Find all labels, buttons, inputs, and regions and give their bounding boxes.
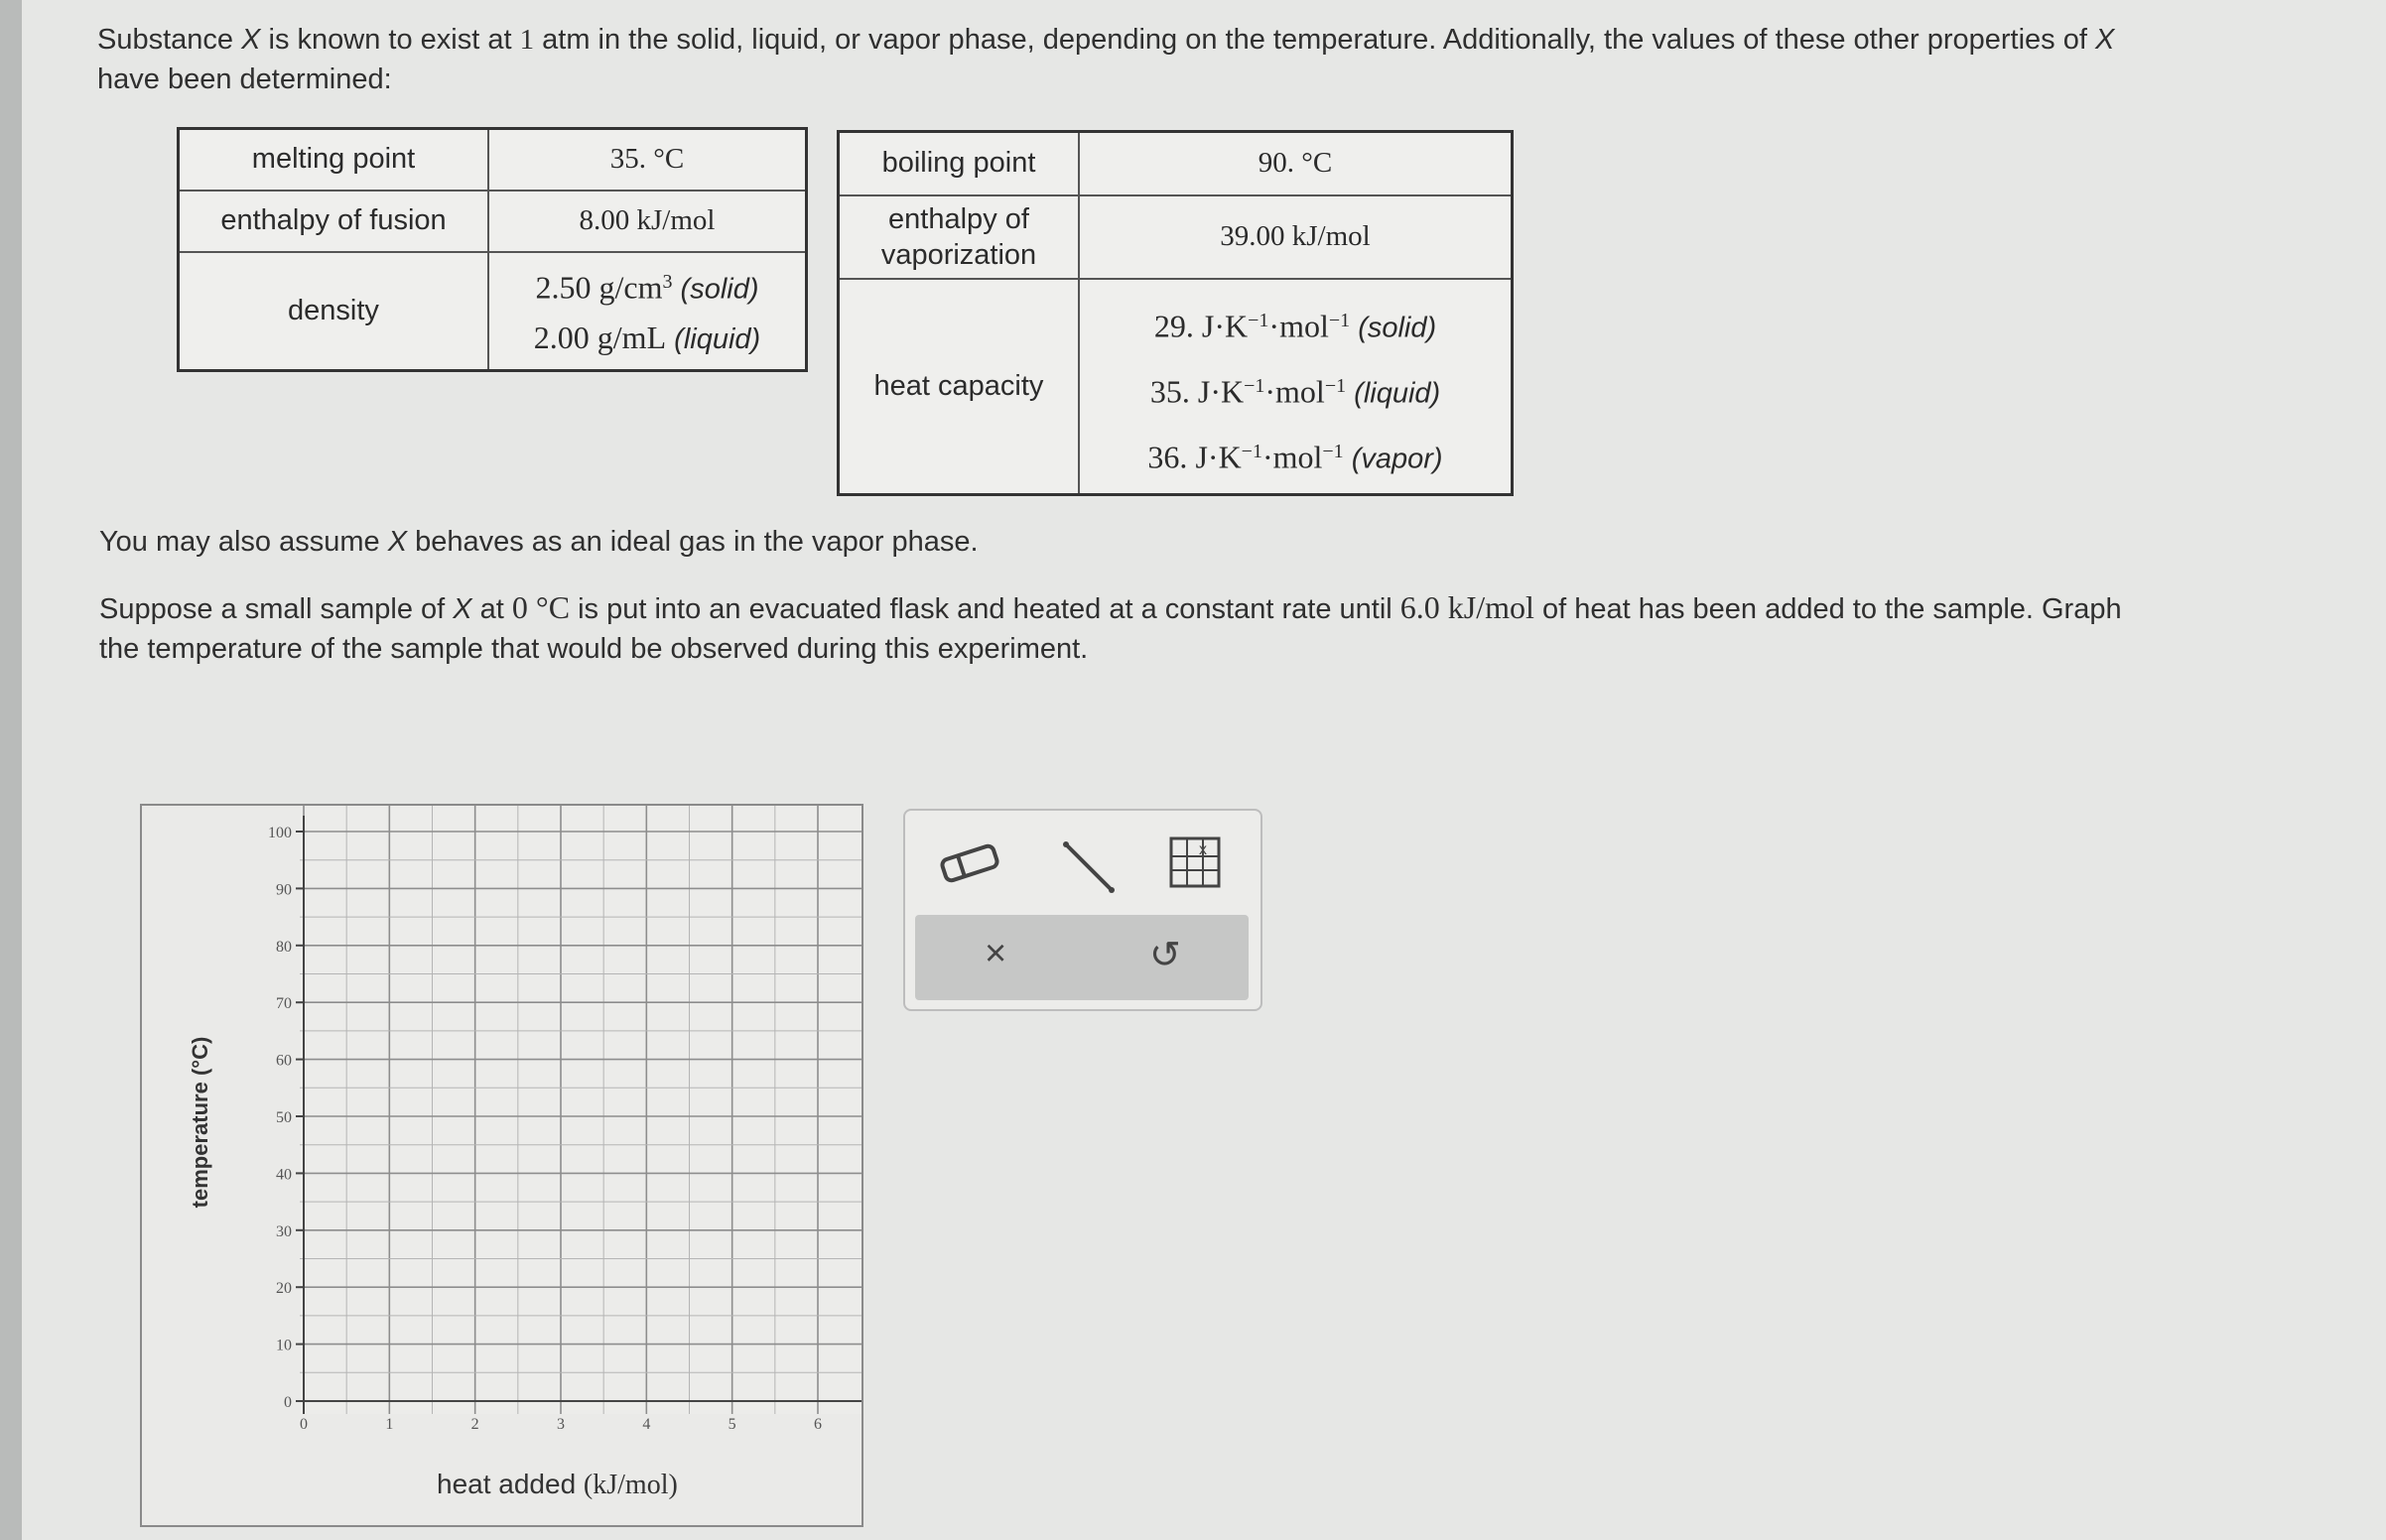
heat-capacity-values	[1079, 279, 1513, 495]
y-tick-label: 30	[276, 1222, 292, 1240]
svg-text:x: x	[1199, 841, 1207, 858]
x-tick-label: 6	[814, 1416, 822, 1433]
melting-point-label: melting point	[179, 129, 489, 191]
y-tick-label: 50	[276, 1109, 292, 1126]
enthalpy-vaporization-label: enthalpy of vaporization	[839, 195, 1080, 279]
properties-table-2	[837, 130, 1514, 496]
enthalpy-fusion-label: enthalpy of fusion	[179, 191, 489, 252]
y-tick-label: 0	[284, 1394, 292, 1411]
x-tick-label: 1	[385, 1416, 394, 1433]
x-tick-label: 5	[728, 1416, 736, 1433]
graph-toolbox	[903, 809, 1262, 1011]
y-tick-label: 70	[276, 995, 292, 1013]
y-tick-label: 60	[276, 1052, 292, 1070]
ideal-gas-assumption: You may also assume X behaves as an ideal gas in the vapor phase.	[99, 526, 979, 558]
melting-point-value: 35. °C	[488, 129, 807, 191]
x-axis-label: heat added (kJ/mol)	[437, 1469, 678, 1500]
properties-table-1	[177, 127, 808, 372]
heat-capacity-vapor: 36. $J\cdot K^{-1}\cdot mol^{-1}$ (vapor)	[1147, 439, 1443, 475]
x-tick-label: 0	[300, 1416, 308, 1433]
boiling-point-label: boiling point	[839, 132, 1080, 195]
boiling-point-value: 90. °C	[1079, 132, 1513, 195]
undo-button[interactable]: ↺	[1149, 935, 1181, 976]
heat-capacity-liquid: 35. $J\cdot K^{-1}\cdot mol^{-1}$ (liquid)	[1149, 373, 1441, 410]
enthalpy-fusion-value: 8.00 kJ/mol	[488, 191, 807, 252]
action-bar	[915, 915, 1249, 1000]
enthalpy-vaporization-value: 39.00 kJ/mol	[1079, 195, 1513, 279]
density-value: 2.50 $g/cm^3$ (solid) 2.00 g/mL (liquid)	[488, 252, 807, 371]
x-tick-label: 3	[557, 1416, 565, 1433]
y-tick-label: 40	[276, 1166, 292, 1184]
problem-statement: Suppose a small sample of X at 0 °C is put into an evacuated flask and heated at a constant rate until 6.0 kJ/mol of heat has been added to the sample. Graph the temperature of the sample that would be observed during this experiment.	[99, 589, 2122, 665]
heat-capacity-label: heat capacity	[839, 279, 1080, 495]
clear-button[interactable]: ×	[985, 933, 1007, 974]
grid-select-icon[interactable]	[1165, 833, 1225, 892]
y-tick-label: 80	[276, 938, 292, 956]
x-tick-label: 2	[470, 1416, 479, 1433]
y-tick-label: 20	[276, 1280, 292, 1298]
y-tick-label: 90	[276, 881, 292, 899]
x-tick-label: 4	[642, 1416, 651, 1433]
y-tick-label: 10	[276, 1337, 292, 1354]
eraser-icon[interactable]	[935, 838, 1004, 888]
graph-panel	[140, 804, 863, 1527]
y-tick-label: 100	[268, 825, 292, 841]
intro-text: Substance X is known to exist at 1 atm in the solid, liquid, or vapor phase, depending on the temperature. Additionally, the values of these other properties of X have been determined:	[97, 24, 2115, 95]
left-edge-strip	[0, 0, 22, 1540]
density-label: density	[179, 252, 489, 371]
line-tool-icon[interactable]	[1054, 833, 1124, 902]
heat-capacity-solid: 29. $J\cdot K^{-1}\cdot mol^{-1}$ (solid)	[1153, 308, 1437, 344]
y-axis-label: temperature (°C)	[188, 1036, 212, 1209]
